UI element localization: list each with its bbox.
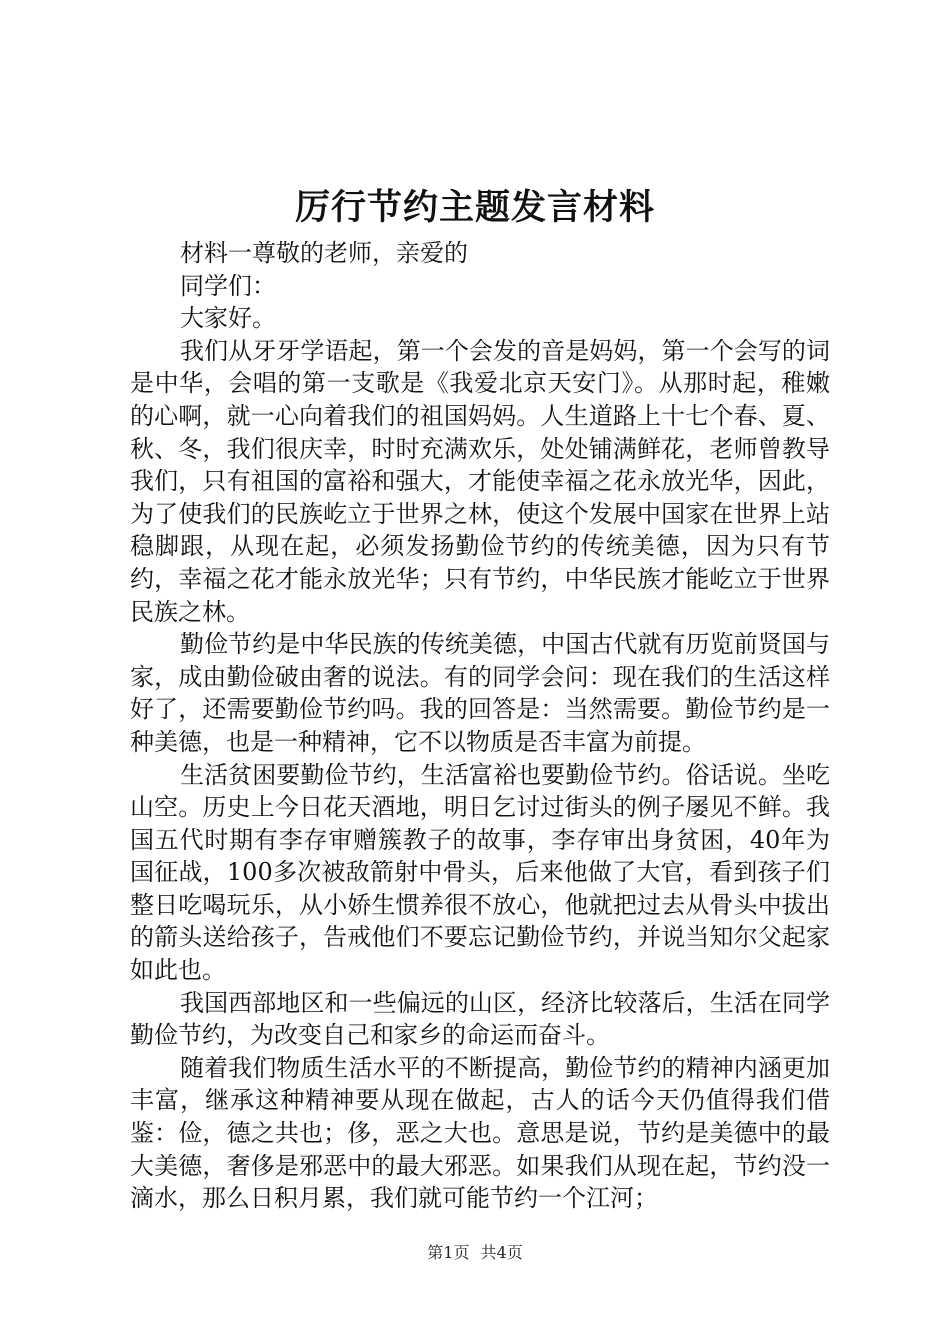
page-total: 共4页 <box>480 1243 523 1262</box>
document-title: 厉行节约主题发言材料 <box>294 187 655 228</box>
paragraph: 随着我们物质生活水平的不断提高，勤俭节约的精神内涵更加丰富，继承这种精神要从现在做起，古人的话今天仍值得我们借鉴：俭，德之共也；侈，恶之大也。意思是说，节约是美德中的最大美德，奢侈是邪恶中的最大邪恶。如果我们从现在起，节约没一滴水，那么日积月累，我们就可能节约一个江河； <box>130 1053 830 1213</box>
paragraph: 生活贫困要勤俭节约，生活富裕也要勤俭节约。俗话说。坐吃山空。历史上今日花天酒地，明日乞讨过街头的例子屡见不鲜。我国五代时期有李存审赠簇教子的故事，李存审出身贫困，40年为国征战，100多次被敌箭射中骨头，后来他做了大官，看到孩子们整日吃喝玩乐，从小娇生惯养很不放心，他就把过去从骨头中拔出的箭头送给孩子，告戒他们不要忘记勤俭节约，并说当知尔父起家如此也。 <box>130 760 830 985</box>
paragraph-greeting: 大家好。 <box>180 304 276 333</box>
paragraph: 我国西部地区和一些偏远的山区，经济比较落后，生活在同学勤俭节约，为改变自己和家乡的命运而奋斗。 <box>130 988 830 1050</box>
page-number: 第1页 <box>427 1243 470 1262</box>
paragraph: 我们从牙牙学语起，第一个会发的音是妈妈，第一个会写的词是中华，会唱的第一支歌是《我爱北京天安门》。从那时起，稚嫩的心啊，就一心向着我们的祖国妈妈。人生道路上十七个春、夏、秋、冬，我们很庆幸，时时充满欢乐，处处铺满鲜花，老师曾教导我们，只有祖国的富裕和强大，才能使幸福之花永放光华，因此，为了使我们的民族屹立于世界之林，使这个发展中国家在世界上站稳脚跟，从现在起，必须发扬勤俭节约的传统美德，因为只有节约，幸福之花才能永放光华；只有节约，中华民族才能屹立于世界民族之林。 <box>130 336 830 626</box>
document-body <box>130 237 830 1215</box>
paragraph-salutation-2: 同学们： <box>180 271 276 300</box>
page-footer <box>0 1242 950 1264</box>
paragraph: 勤俭节约是中华民族的传统美德，中国古代就有历览前贤国与家，成由勤俭破由奢的说法。有的同学会问：现在我们的生活这样好了，还需要勤俭节约吗。我的回答是：当然需要。勤俭节约是一种美德，也是一种精神，它不以物质是否丰富为前提。 <box>130 630 830 756</box>
paragraph-salutation-1: 材料一尊敬的老师，亲爱的 <box>180 239 468 267</box>
